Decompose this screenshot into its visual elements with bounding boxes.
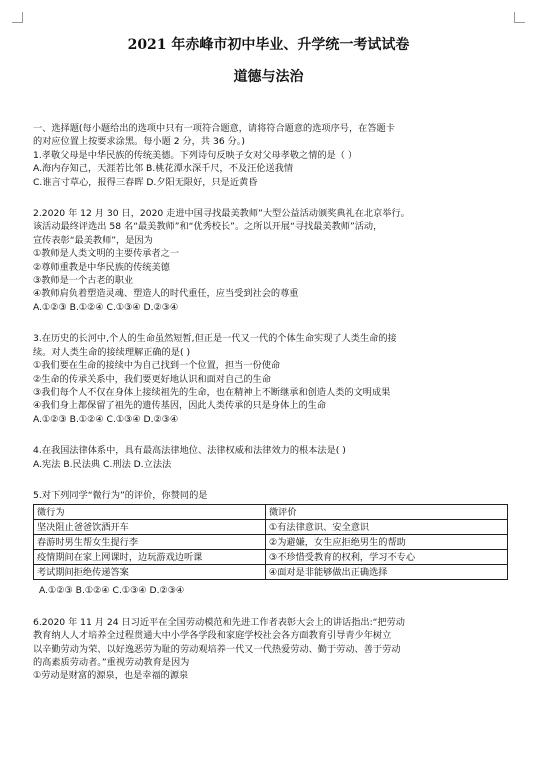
statement-item: ①劳动是财富的源泉，也是幸福的源泉 [33,670,189,682]
table-row [34,520,508,535]
behavior-evaluation-table [33,504,508,580]
table-cell: ①有法律意识、安全意识 [266,520,508,535]
question-1 [33,149,513,189]
question-stem: 6.2020 年 11 月 24 日习近平在全国劳动模范和先进工作者表彰大会上的讲话指出:“把劳动 [33,616,405,628]
question-stem: 3.在历史的长河中,个人的生命虽然短暂,但正是一代又一代的个体生命实现了人类生命的接 [33,333,397,345]
question-options: C.谁言寸草心，报得三春晖 D.夕阳无限好，只是近黄昏 [33,176,258,188]
table-cell: 坚决阻止爸爸饮酒开车 [34,520,266,535]
question-stem: 续。对人类生命的接续理解正确的是( ) [33,346,191,358]
statement-item: ④教师肩负着塑造灵魂、塑造人的时代重任，应当受到社会的尊重 [33,288,299,300]
question-stem: 的高素质劳动者。”重视劳动教育是因为 [33,656,190,668]
section1-instructions [33,122,513,149]
table-row [34,565,508,580]
statement-item: ①我们要在生命的接续中为自己找到一个位置，担当一份使命 [33,360,281,372]
page-corner-mark-right [514,12,525,23]
question-stem: 以辛勤劳动为荣、以好逸恶劳为耻的劳动观培养一代又一代热爱劳动、勤于劳动、善于劳动 [33,643,401,655]
question-3 [33,332,513,426]
question-options: A.①②③ B.①②④ C.①③④ D.②③④ [39,585,185,597]
statement-item: ①教师是人类文明的主要传承者之一 [33,248,180,260]
question-options: A.海内存知己，天涯若比邻 B.桃花潭水深千尺，不及汪伦送我情 [33,163,294,175]
question-5 [33,489,513,598]
table-header-cell: 微行为 [34,505,266,520]
question-stem: 4.在我国法律体系中，具有最高法律地位、法律权威和法律效力的根本法是( ) [33,445,346,457]
exam-content [33,122,513,683]
question-options: A.宪法 B.民法典 C.刑法 D.立法法 [33,458,172,470]
question-4 [33,444,513,471]
question-stem: 宣传表彰“最美教师”，是因为 [33,234,153,246]
table-cell: ④面对是非能够做出正确选择 [266,565,508,580]
subject-title: 道德与法治 [233,69,304,85]
exam-title: 2021 年赤峰市初中毕业、升学统一考试试卷 [127,37,410,53]
statement-item: ④我们身上都保留了祖先的遗传基因，因此人类传承的只是身体上的生命 [33,400,327,412]
question-stem: 1.孝敬父母是中华民族的传统美德。下列诗句反映子女对父母孝敬之情的是（ ） [33,149,358,161]
question-2 [33,207,513,314]
question-stem: 2.2020 年 12 月 30 日，2020 走进中国寻找最美教师”大型公益活动颁奖典礼在北京举行。 [33,208,410,220]
page-corner-mark-left [12,12,23,23]
question-stem: 教育纳人人才培养全过程贯通大中小学各学段和家庭学校社会各方面教育引导青少年树立 [33,630,392,642]
table-header-row [34,505,508,520]
instruction-line: 一、选择题(每小题给出的选项中只有一项符合题意，请将符合题意的选项序号，在答题卡 [33,123,395,134]
question-6 [33,616,513,683]
table-cell: 春游时男生帮女生提行李 [34,535,266,550]
question-stem: 该活动最终评选出 58 名“最美教师”和“优秀校长”。之所以开展“寻找最美教师”活动， [33,221,383,233]
table-header-cell: 微评价 [266,505,508,520]
table-cell: ②为避嫌，女生应拒绝男生的帮助 [266,535,508,550]
statement-item: ③我们每个人不仅在身体上接续祖先的生命，也在精神上不断继承和创造人类的文明成果 [33,386,391,398]
question-stem: 5.对下列同学“微行为”的评价，你赞同的是 [33,489,208,501]
question-options: A.①②③ B.①②④ C.①③④ D.②③④ [33,301,179,313]
table-row [34,535,508,550]
table-row [34,550,508,565]
statement-item: ②尊师重教是中华民族的传统美德 [33,261,170,273]
table-cell: 考试期间拒绝传递答案 [34,565,266,580]
table-cell: 疫情期间在家上网课时，边玩游戏边听课 [34,550,266,565]
instruction-line: 的对应位置上按要求涂黑。每小题 2 分，共 36 分。) [33,136,245,148]
statement-item: ③教师是一个古老的职业 [33,275,134,287]
statement-item: ②生命的传承关系中，我们要更好地认识和面对自己的生命 [33,373,271,385]
table-cell: ③不珍惜受教育的权利，学习不专心 [266,550,508,565]
question-options: A.①②③ B.①②④ C.①③④ D.②③④ [33,413,179,425]
